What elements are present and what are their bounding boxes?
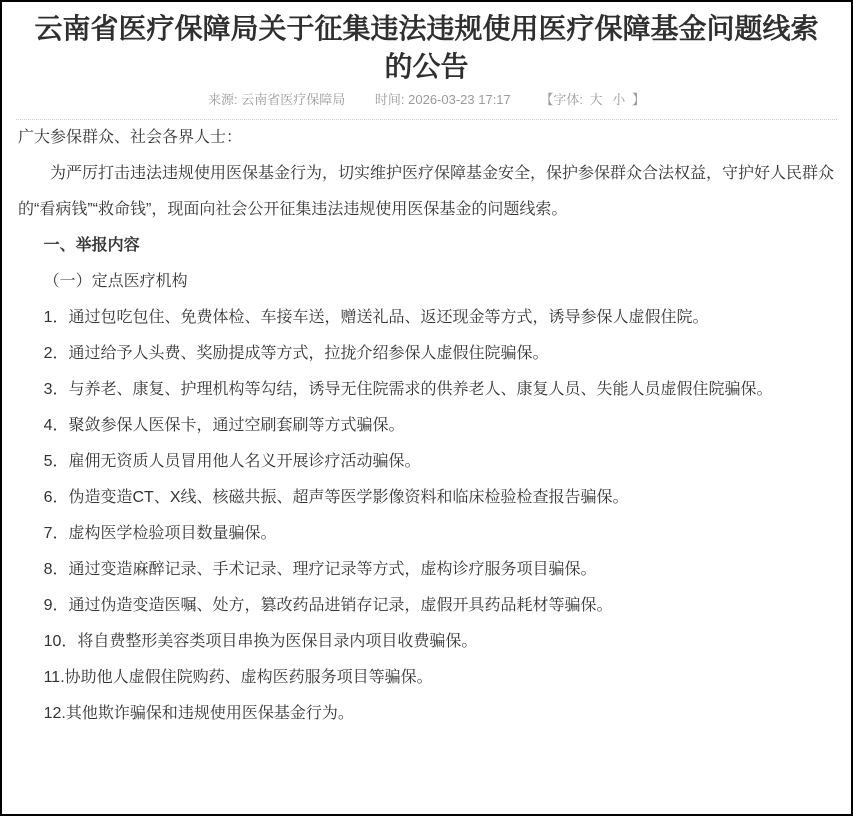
article-body: [2, 120, 851, 732]
report-item-4: 4．聚敛参保人医保卡，通过空刷套刷等方式骗保。: [43, 417, 405, 434]
font-larger-button[interactable]: 大: [589, 92, 603, 107]
font-label-open: 【字体:: [540, 92, 584, 107]
report-item-6: 6．伪造变造CT、X线、核磁共振、超声等医学影像资料和临床检验检查报告骗保。: [43, 489, 629, 506]
font-label-close: 】: [631, 92, 645, 107]
report-item-10: 10．将自费整形美容类项目串换为医保目录内项目收费骗保。: [43, 633, 478, 650]
article-meta-bar: [2, 91, 851, 109]
report-item-12: 12.其他欺诈骗保和违规使用医保基金行为。: [43, 705, 354, 722]
report-item-1: 1．通过包吃包住、免费体检、车接车送，赠送礼品、返还现金等方式，诱导参保人虚假住院。: [43, 309, 709, 326]
report-item-5: 5．雇佣无资质人员冒用他人名义开展诊疗活动骗保。: [43, 453, 421, 470]
report-item-3: 3．与养老、康复、护理机构等勾结，诱导无住院需求的供养老人、康复人员、失能人员虚假住院骗保。: [43, 381, 773, 398]
intro-paragraph: 为严厉打击违法违规使用医保基金行为，切实维护医疗保障基金安全，保护参保群众合法权益，守护好人民群众的“看病钱”“救命钱”，现面向社会公开征集违法违规使用医保基金的问题线索。: [18, 165, 835, 218]
report-item-11: 11.协助他人虚假住院购药、虚构医药服务项目等骗保。: [43, 669, 433, 686]
salutation: 广大参保群众、社会各界人士：: [18, 129, 243, 146]
font-smaller-button[interactable]: 小: [612, 92, 626, 107]
report-item-2: 2．通过给予人头费、奖励提成等方式，拉拢介绍参保人虚假住院骗保。: [43, 345, 549, 362]
subsection-heading-designated-medical-institutions: （一）定点医疗机构: [43, 273, 188, 290]
section-heading-report-content: 一、举报内容: [43, 237, 140, 254]
meta-source: 来源: 云南省医疗保障局: [208, 92, 346, 107]
report-item-8: 8．通过变造麻醉记录、手术记录、理疗记录等方式，虚构诊疗服务项目骗保。: [43, 561, 597, 578]
font-size-control: [540, 92, 645, 107]
report-item-9: 9．通过伪造变造医嘱、处方，篡改药品进销存记录，虚假开具药品耗材等骗保。: [43, 597, 613, 614]
page-title: 云南省医疗保障局关于征集违法违规使用医疗保障基金问题线索的公告: [34, 13, 819, 82]
meta-time: 时间: 2026-03-23 17:17: [374, 92, 511, 107]
report-item-7: 7．虚构医学检验项目数量骗保。: [43, 525, 277, 542]
